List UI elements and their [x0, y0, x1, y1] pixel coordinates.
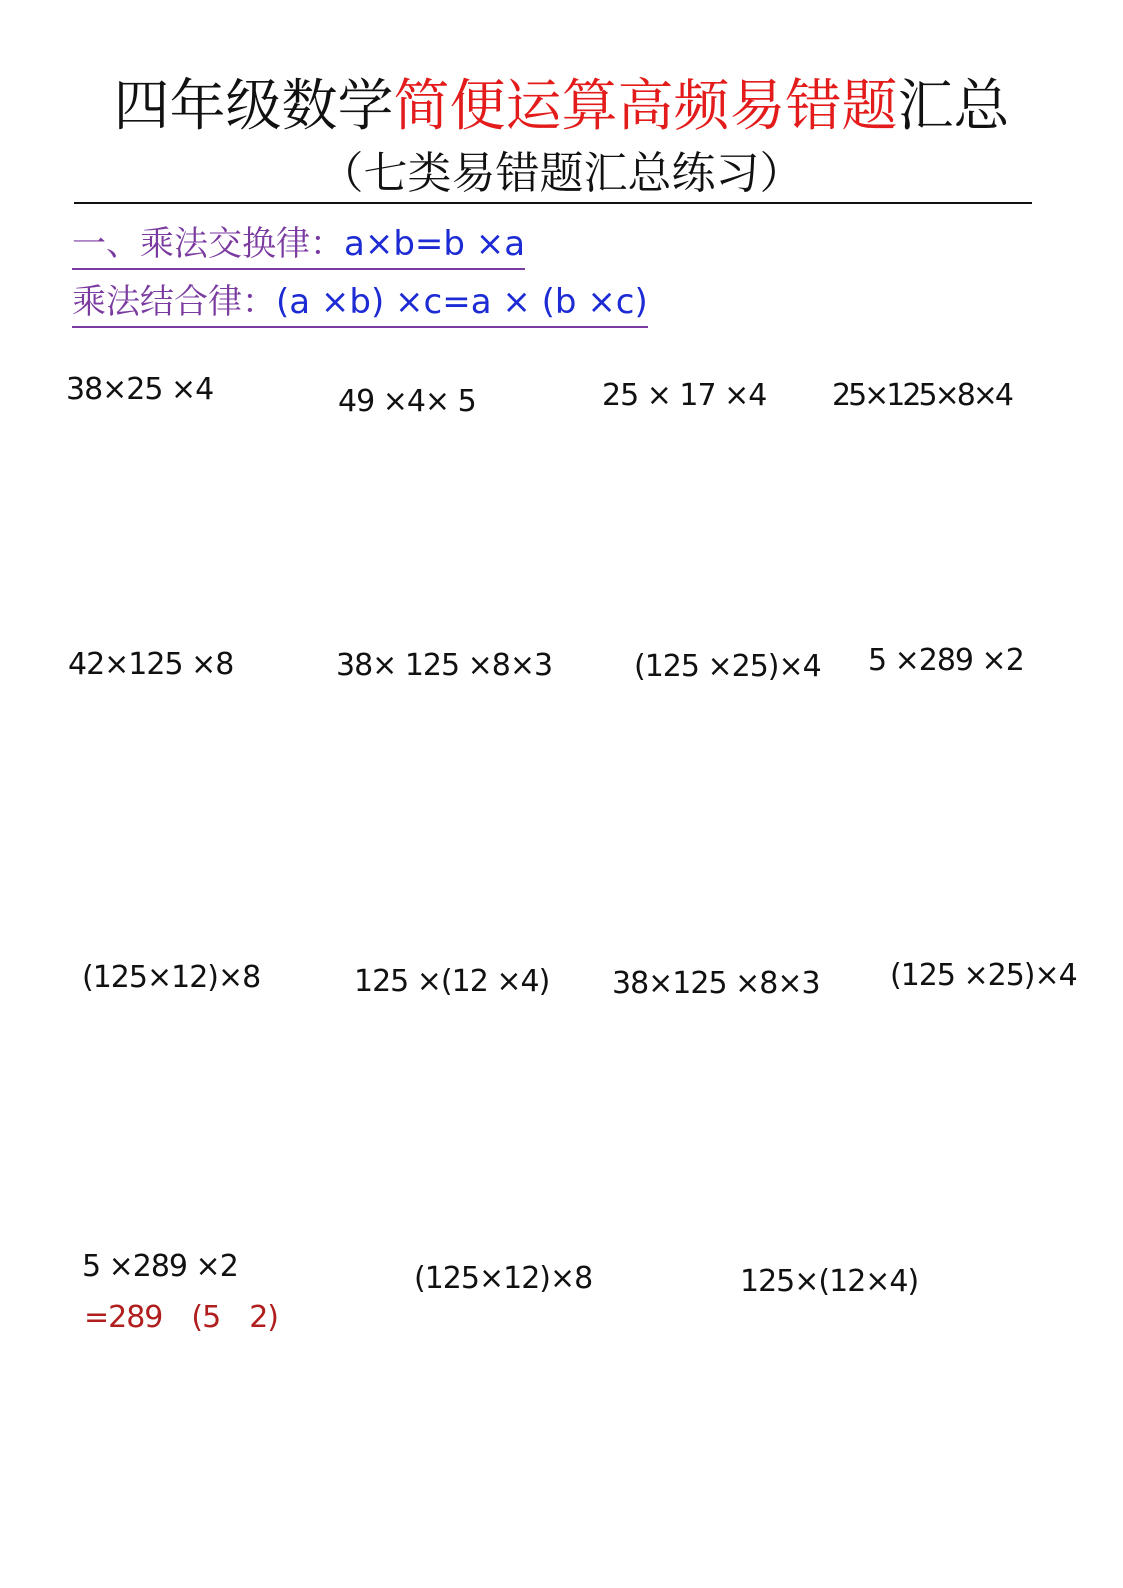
- law-formula: a×b=b ×a: [344, 224, 526, 264]
- problem-4: 25×125×8×4: [832, 378, 1012, 413]
- problem-3: 25 × 17 ×4: [602, 378, 767, 413]
- problem-15: 125×(12×4): [740, 1264, 919, 1299]
- problem-10: 125 ×(12 ×4): [354, 964, 550, 999]
- problem-7: (125 ×25)×4: [634, 649, 821, 684]
- problem-2: 49 ×4× 5: [338, 384, 476, 419]
- problem-6: 38× 125 ×8×3: [336, 648, 553, 683]
- problem-8: 5 ×289 ×2: [868, 643, 1024, 678]
- page-subtitle: （七类易错题汇总练习）: [319, 148, 804, 199]
- title-part-3: 汇总: [897, 74, 1010, 139]
- problem-13: 5 ×289 ×2: [82, 1249, 238, 1284]
- problem-5: 42×125 ×8: [68, 647, 234, 682]
- problem-12: (125 ×25)×4: [890, 958, 1077, 993]
- title-part-1: 四年级数学: [113, 74, 394, 139]
- problem-14: (125×12)×8: [414, 1261, 593, 1296]
- page-title: [0, 72, 1123, 142]
- law-label: 乘法结合律：: [72, 282, 276, 322]
- worked-step: =289 (5 2): [84, 1300, 278, 1335]
- law-associative: [72, 280, 648, 328]
- problem-9: (125×12)×8: [82, 960, 261, 995]
- header-divider: [74, 202, 1032, 204]
- law-formula: (a ×b) ×c=a × (b ×c): [276, 282, 648, 322]
- problem-11: 38×125 ×8×3: [612, 966, 820, 1001]
- problem-1: 38×25 ×4: [66, 372, 214, 407]
- law-commutative: [72, 222, 525, 270]
- title-part-2-highlight: 简便运算高频易错题: [393, 74, 898, 139]
- law-label: 一、乘法交换律：: [72, 224, 344, 264]
